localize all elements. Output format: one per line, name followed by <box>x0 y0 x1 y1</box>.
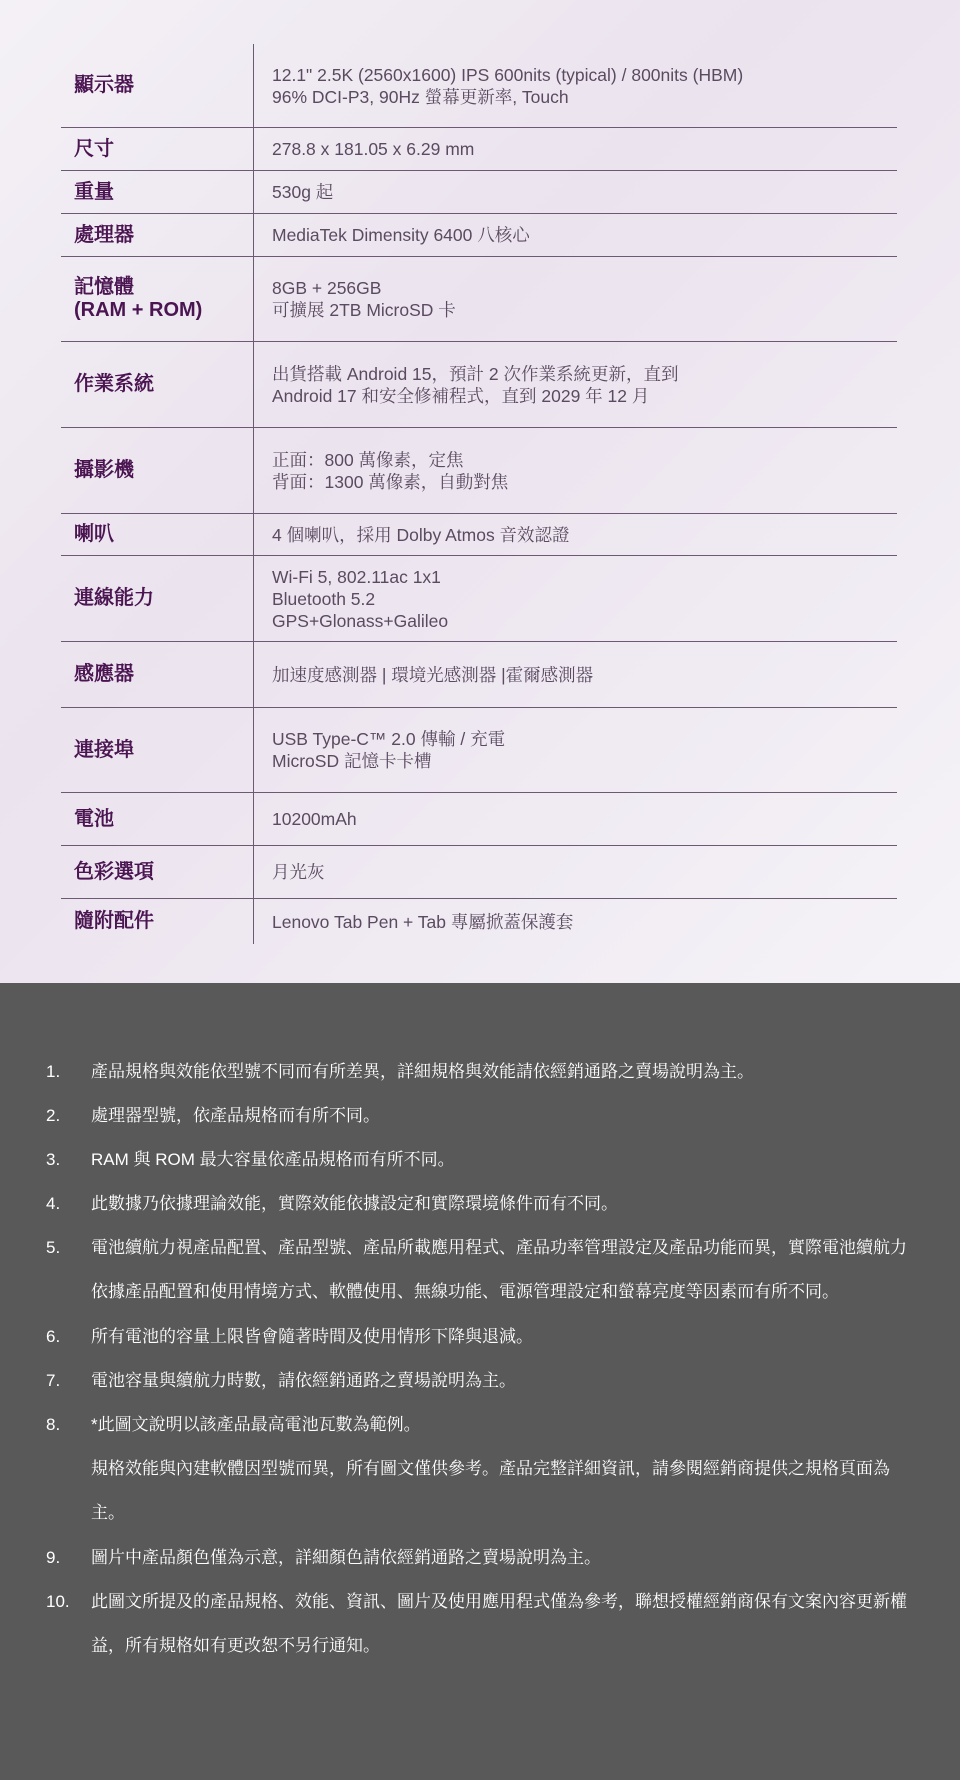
spec-label: 喇叭 <box>74 523 114 545</box>
spec-value: 月光灰 <box>272 862 325 882</box>
footnotes <box>0 983 960 1780</box>
spec-label: 重量 <box>74 180 114 203</box>
footnote-number: 4. <box>46 1194 61 1213</box>
spec-label: 處理器 <box>74 223 134 246</box>
spec-value: 530g 起 <box>272 182 334 202</box>
footnote-number: 1. <box>46 1062 61 1081</box>
footnote-number: 7. <box>46 1371 61 1390</box>
spec-label: 記憶體 (RAM + ROM) <box>74 276 203 321</box>
spec-value: 出貨搭載 Android 15，預計 2 次作業系統更新，直到 Android 17 和安全修補程式，直到 2029 年 12 月 <box>272 363 679 406</box>
spec-label: 連線能力 <box>74 587 154 609</box>
spec-row-connectivity <box>61 556 897 642</box>
spec-value: Wi-Fi 5, 802.11ac 1x1 Bluetooth 5.2 GPS+Glonass+Galileo <box>272 566 449 631</box>
spec-label: 攝影機 <box>74 459 134 481</box>
footnote-number: 9. <box>46 1548 61 1567</box>
spec-row-ports <box>61 708 897 793</box>
spec-label: 色彩選項 <box>74 860 154 883</box>
spec-row-weight <box>61 171 897 214</box>
spec-value: 正面：800 萬像素，定焦 背面：1300 萬像素，自動對焦 <box>272 449 509 492</box>
spec-value: 加速度感測器 | 環境光感測器 |霍爾感測器 <box>272 664 594 685</box>
spec-label: 隨附配件 <box>74 910 154 932</box>
spec-value: USB Type-C™ 2.0 傳輸 / 充電 MicroSD 記憶卡卡槽 <box>272 729 506 771</box>
footnote-text: *此圖文說明以該產品最高電池瓦數為範例。 規格效能與內建軟體因型號而異，所有圖文僅供參考。產品完整詳細資訊，請參閱經銷商提供之規格頁面為主。 <box>91 1415 890 1522</box>
spec-row-accessories <box>61 899 897 944</box>
spec-value: 4 個喇叭，採用 Dolby Atmos 音效認證 <box>272 524 570 545</box>
footnote-number: 8. <box>46 1415 61 1434</box>
spec-label: 感應器 <box>74 663 134 685</box>
footnote-number: 5. <box>46 1238 61 1257</box>
spec-row-memory <box>61 257 897 342</box>
spec-label: 尺寸 <box>74 137 114 160</box>
footnote-text: 產品規格與效能依型號不同而有所差異，詳細規格與效能請依經銷通路之賣場說明為主。 <box>91 1062 754 1081</box>
footnote-text: 電池容量與續航力時數，請依經銷通路之賣場說明為主。 <box>91 1371 516 1390</box>
footnote-number: 10. <box>46 1592 70 1611</box>
footnote-text: 所有電池的容量上限皆會隨著時間及使用情形下降與退減。 <box>91 1327 533 1346</box>
spec-label: 顯示器 <box>74 74 134 96</box>
spec-row-colors <box>61 846 897 899</box>
spec-value: Lenovo Tab Pen + Tab 專屬掀蓋保護套 <box>272 911 574 932</box>
spec-value: 278.8 x 181.05 x 6.29 mm <box>272 139 475 159</box>
footnote-text: RAM 與 ROM 最大容量依產品規格而有所不同。 <box>91 1150 455 1169</box>
spec-row-size <box>61 128 897 171</box>
footnote-number: 2. <box>46 1106 61 1125</box>
footnote-text: 圖片中產品顏色僅為示意，詳細顏色請依經銷通路之賣場說明為主。 <box>91 1548 601 1567</box>
spec-row-display <box>61 44 897 128</box>
footnote-text: 電池續航力視產品配置、產品型號、產品所載應用程式、產品功率管理設定及產品功能而異，實際電池續航力依據產品配置和使用情境方式、軟體使用、無線功能、電源管理設定和螢幕亮度等因素而有所不同。 <box>91 1238 907 1301</box>
spec-value: MediaTek Dimensity 6400 八核心 <box>272 225 530 245</box>
spec-row-speakers <box>61 514 897 556</box>
spec-value: 8GB + 256GB 可擴展 2TB MicroSD 卡 <box>272 278 456 320</box>
spec-row-processor <box>61 214 897 257</box>
spec-value: 12.1" 2.5K (2560x1600) IPS 600nits (typical) / 800nits (HBM) 96% DCI-P3, 90Hz 螢幕更新率, Touch <box>272 64 744 107</box>
spec-label: 連接埠 <box>74 738 134 761</box>
spec-row-sensors <box>61 642 897 708</box>
spec-label: 作業系統 <box>74 373 154 395</box>
spec-row-camera <box>61 428 897 514</box>
footnote-number: 3. <box>46 1150 61 1169</box>
footnote-text: 此圖文所提及的產品規格、效能、資訊、圖片及使用應用程式僅為參考，聯想授權經銷商保有文案內容更新權益，所有規格如有更改恕不另行通知。 <box>91 1592 907 1655</box>
footnote-number: 6. <box>46 1327 61 1346</box>
footnote-text: 處理器型號，依產品規格而有所不同。 <box>91 1106 380 1125</box>
spec-row-battery <box>61 793 897 846</box>
spec-label: 電池 <box>74 807 114 830</box>
spec-value: 10200mAh <box>272 809 357 829</box>
spec-row-os <box>61 342 897 428</box>
footnote-text: 此數據乃依據理論效能，實際效能依據設定和實際環境條件而有不同。 <box>91 1194 618 1213</box>
